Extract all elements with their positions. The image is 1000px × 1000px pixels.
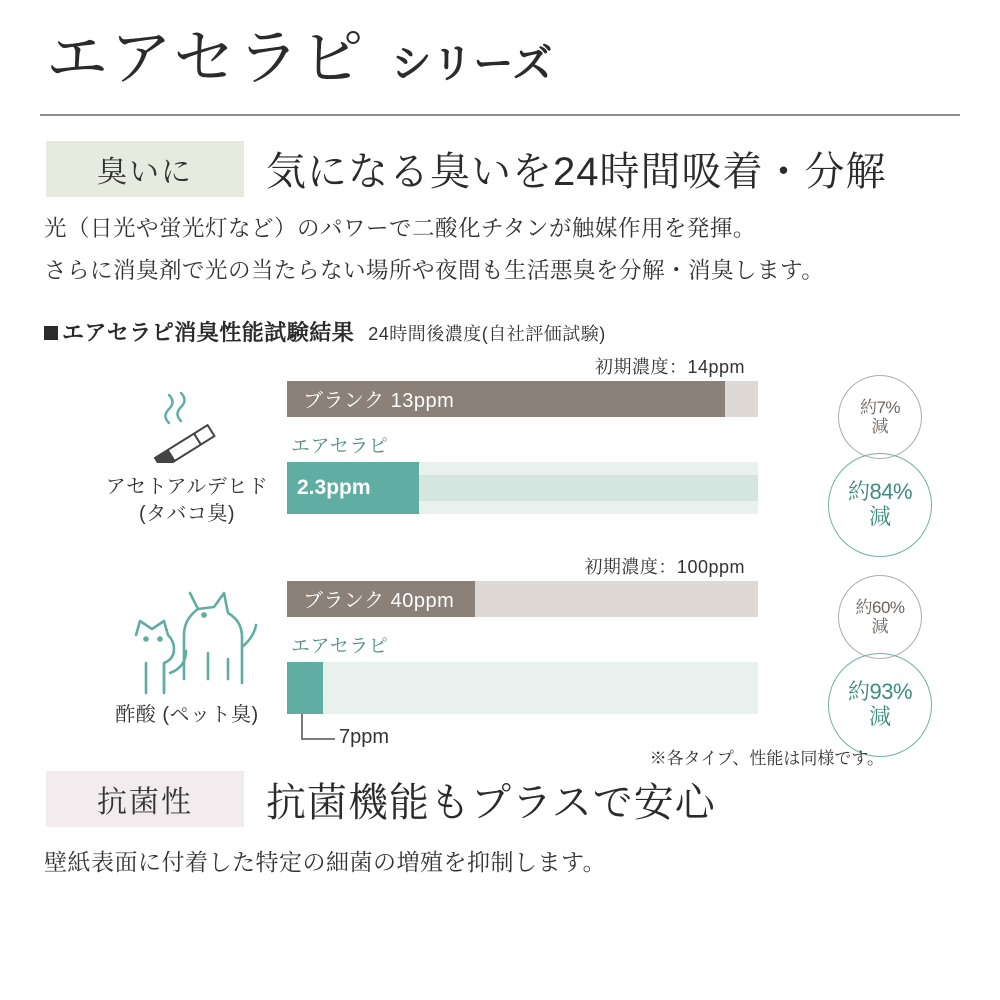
bar-label-product-2: エアセラピ: [291, 635, 389, 657]
bars-acetic-acid: [287, 581, 758, 760]
bar-fill-blank-2: [287, 581, 475, 617]
row-label-acetic-acid: 酢酸 (ペット臭): [115, 703, 259, 726]
badge-blank-1-line2: 減: [871, 416, 889, 436]
bar-track-product-1: [287, 462, 758, 514]
brand-subtitle: シリーズ: [391, 42, 554, 86]
bar-track-blank-2: [287, 581, 758, 617]
antibacterial-tag: 抗菌性: [46, 771, 244, 827]
badge-blank-2-line1: 約60%: [855, 597, 905, 617]
initial-concentration-label-2: 初期濃度：100ppm: [584, 556, 745, 577]
badge-blank-2-line2: 減: [871, 616, 889, 636]
bars-acetaldehyde: [287, 381, 758, 514]
badge-product-2-line2: 減: [868, 703, 891, 729]
chart-group-acetaldehyde: [44, 353, 970, 539]
badge-blank-2: [838, 575, 922, 659]
badge-product-1: [828, 453, 932, 557]
badge-product-1-line2: 減: [868, 503, 891, 529]
chart-footnote: ※各タイプ、性能は同様です。: [649, 748, 884, 768]
brand-title: エアセラピ: [46, 24, 366, 93]
pet-icon: [112, 577, 262, 695]
badge-product-2-line1: 約93%: [847, 679, 913, 705]
odor-headline-row: [46, 140, 1000, 197]
badge-product-2: [828, 653, 932, 757]
row-sublabel-acetaldehyde: (タバコ臭): [138, 502, 236, 525]
leader-line-7ppm: [301, 714, 335, 740]
badge-blank-1: [838, 375, 922, 459]
chart-subtitle: 24時間後濃度(自社評価試験): [368, 323, 606, 344]
badge-blank-1-line1: 約7%: [859, 397, 901, 417]
bar-fill-blank-1: [287, 381, 725, 417]
odor-tag: 臭いに: [46, 141, 244, 197]
cigarette-icon: [141, 389, 233, 463]
bar-label-blank-1: ブランク 13ppm: [303, 390, 455, 413]
bar-track-product-2: [287, 662, 758, 714]
bar-fill-product-1: [287, 462, 419, 514]
antibacterial-headline-row: [46, 771, 1000, 828]
bar-label-blank-2: ブランク 40ppm: [303, 590, 455, 613]
row-icon-pet: [92, 577, 282, 729]
odor-paragraph-2: さらに消臭剤で光の当たらない場所や夜間も生活悪臭を分解・消臭します。: [44, 258, 825, 284]
antibacterial-paragraph: 壁紙表面に付着した特定の細菌の増殖を抑制します。: [44, 848, 607, 875]
odor-headline: 気になる臭いを24時間吸着・分解: [266, 150, 887, 194]
odor-paragraph-1: 光（日光や蛍光灯など）のパワーで二酸化チタンが触媒作用を発揮。: [44, 216, 756, 241]
chart-title-row: [44, 316, 1000, 347]
initial-concentration-label-1: 初期濃度：14ppm: [594, 356, 745, 377]
header-divider: [40, 114, 960, 116]
bar-track-blank-1: [287, 381, 758, 417]
reduction-arrow-1: [419, 475, 758, 501]
bar-fill-product-2: [287, 662, 323, 714]
badge-product-1-line1: 約84%: [847, 479, 913, 505]
bullet-square-icon: [44, 326, 58, 340]
chart-area: [0, 353, 1000, 768]
antibacterial-headline: 抗菌機能もプラスで安心: [266, 780, 716, 825]
chart-title: エアセラピ消臭性能試験結果: [62, 319, 355, 345]
bar-value-product-2: 7ppm: [339, 725, 390, 748]
bar-label-product-1: エアセラピ: [291, 435, 389, 457]
bar-value-product-1: 2.3ppm: [297, 475, 371, 499]
row-label-acetaldehyde: アセトアルデヒド: [105, 475, 269, 498]
row-icon-acetaldehyde: [92, 389, 282, 528]
chart-group-acetic-acid: [44, 553, 970, 768]
page-header: [0, 0, 1000, 108]
